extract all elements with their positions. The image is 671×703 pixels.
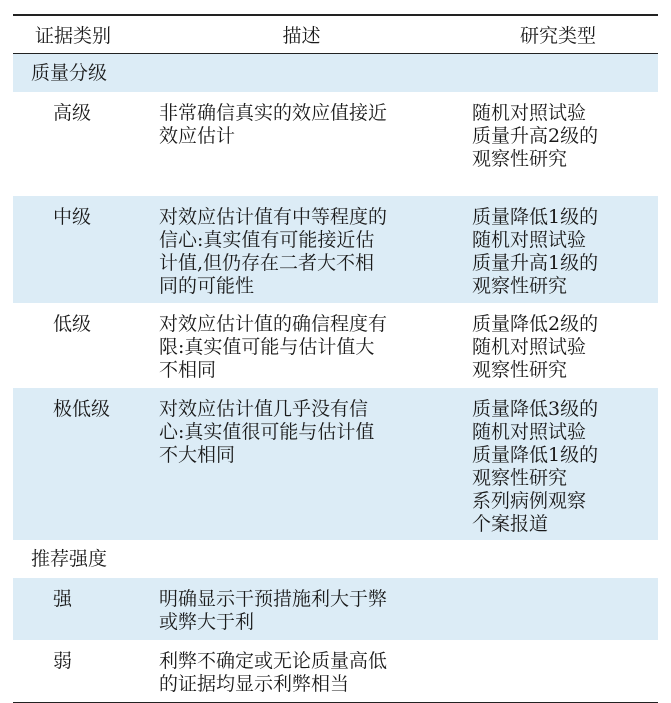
- study-type-cell: [458, 196, 658, 303]
- study-type-line: 质量降低3级的: [472, 398, 599, 420]
- description-cell: [145, 640, 458, 702]
- description-line: 不相同: [159, 359, 217, 381]
- table-row: [13, 578, 658, 640]
- description-cell: [145, 388, 458, 540]
- table-row: [13, 303, 658, 388]
- description-cell: [145, 92, 458, 196]
- study-type-line: 质量升高1级的: [472, 252, 599, 274]
- level-cell: 低级: [53, 313, 92, 335]
- study-type-line: 质量升高2级的: [472, 125, 599, 147]
- table-row: [13, 92, 658, 196]
- study-type-line: 随机对照试验: [472, 336, 587, 358]
- study-type-line: 质量降低1级的: [472, 444, 599, 466]
- section-title: 推荐强度: [31, 547, 108, 570]
- level-cell: 弱: [13, 640, 145, 702]
- level-cell: 极低级: [13, 388, 145, 540]
- description-line: 对效应估计值有中等程度的: [159, 206, 388, 228]
- description-cell: [145, 578, 458, 640]
- section-title: 质量分级: [13, 54, 658, 93]
- evidence-grading-table: [13, 14, 658, 703]
- study-type-cell: [458, 303, 658, 388]
- section-row-quality: [13, 54, 658, 93]
- study-type-line: 质量降低1级的: [472, 206, 599, 228]
- description-line: 或弊大于利: [159, 611, 255, 633]
- table-row: [13, 640, 658, 702]
- section-row-strength: [13, 540, 658, 578]
- study-type-line: 个案报道: [472, 513, 549, 535]
- description-line: 信心:真实值有可能接近估: [159, 229, 375, 251]
- description-line: 计值,但仍存在二者大不相: [159, 252, 375, 274]
- study-type-line: 随机对照试验: [472, 229, 587, 251]
- table-row: [13, 388, 658, 540]
- description-line: 明确显示干预措施利大于弊: [159, 588, 388, 610]
- evidence-table-container: [13, 14, 658, 703]
- description-line: 的证据均显示利弊相当: [159, 673, 350, 695]
- description-line: 不大相同: [159, 444, 236, 466]
- level-cell: 高级: [53, 102, 92, 124]
- description-line: 非常确信真实的效应值接近: [159, 102, 388, 124]
- description-line: 心:真实值很可能与估计值: [159, 421, 375, 443]
- description-line: 利弊不确定或无论质量高低: [159, 650, 388, 672]
- header-category: 证据类别: [13, 15, 145, 54]
- study-type-line: 观察性研究: [472, 275, 568, 297]
- description-line: 对效应估计值几乎没有信: [159, 398, 369, 420]
- study-type-cell: [458, 578, 658, 640]
- study-type-line: 观察性研究: [472, 148, 568, 170]
- study-type-cell: [458, 92, 658, 196]
- study-type-cell: [458, 640, 658, 702]
- study-type-line: 随机对照试验: [472, 102, 587, 124]
- study-type-line: 随机对照试验: [472, 421, 587, 443]
- level-cell: 中级: [13, 196, 145, 303]
- header-description: 描述: [145, 15, 458, 54]
- study-type-line: 质量降低2级的: [472, 313, 599, 335]
- description-line: 对效应估计值的确信程度有: [159, 313, 388, 335]
- table-row: [13, 196, 658, 303]
- header-row: [13, 15, 658, 54]
- study-type-line: 系列病例观察: [472, 490, 587, 512]
- study-type-line: 观察性研究: [472, 359, 568, 381]
- study-type-cell: [458, 388, 658, 540]
- description-cell: [145, 303, 458, 388]
- description-line: 效应估计: [159, 125, 236, 147]
- study-type-line: 观察性研究: [472, 467, 568, 489]
- header-study-type: 研究类型: [458, 15, 658, 54]
- description-cell: [145, 196, 458, 303]
- description-line: 同的可能性: [159, 275, 255, 297]
- description-line: 限:真实值可能与估计值大: [159, 336, 375, 358]
- level-cell: 强: [13, 578, 145, 640]
